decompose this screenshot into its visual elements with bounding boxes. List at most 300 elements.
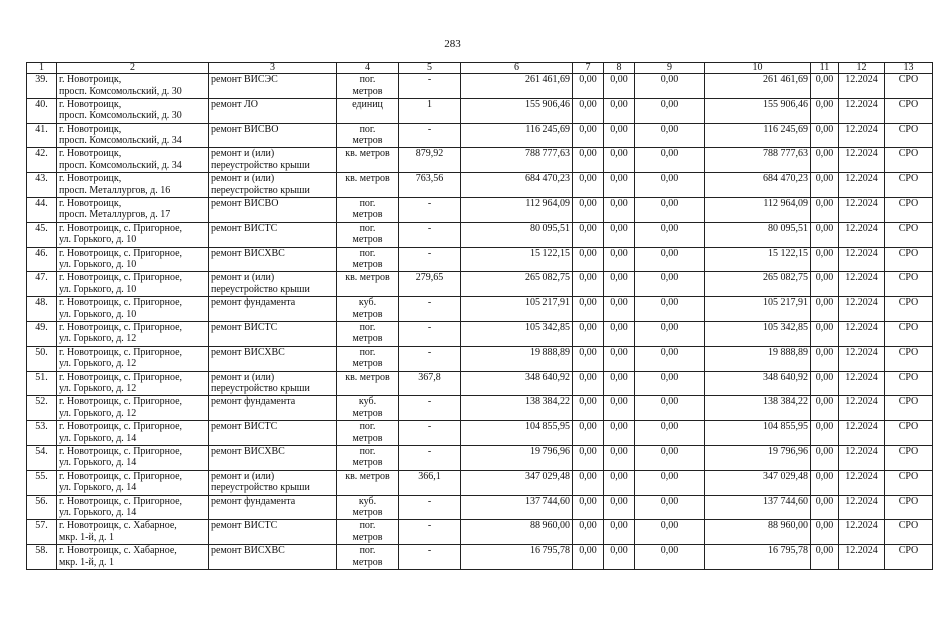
value-line: 0,00: [660, 470, 679, 482]
quantity-line: -: [427, 247, 432, 259]
value-cell: [811, 495, 839, 520]
source-cell: [885, 197, 933, 222]
value-line: 0,00: [815, 173, 834, 185]
address-cell: [57, 197, 209, 222]
value-line: 0,00: [660, 197, 679, 209]
row-number-line: 51.: [35, 371, 48, 383]
unit-line: пог.: [359, 74, 376, 85]
value-line: 0,00: [660, 545, 679, 557]
source-line: СРО: [898, 445, 919, 457]
unit-cell: [337, 197, 399, 222]
value-cell: [635, 396, 705, 421]
column-header: 13: [885, 63, 933, 74]
total-cost-line: 104 855,95: [525, 421, 570, 433]
unit-line: метров: [352, 531, 383, 543]
value-cell: [635, 321, 705, 346]
work-type-cell: [209, 520, 337, 545]
value-line: 0,00: [815, 520, 834, 532]
table-row: [27, 470, 933, 495]
value-cell: [573, 74, 604, 99]
value-cell: [573, 321, 604, 346]
value-line: 0,00: [815, 297, 834, 309]
row-number-cell: [27, 197, 57, 222]
source-line: СРО: [898, 98, 919, 110]
value-cell: [635, 272, 705, 297]
row-number-cell: [27, 495, 57, 520]
quantity-line: -: [427, 421, 432, 433]
value-cell: [573, 297, 604, 322]
row-number-cell: [27, 247, 57, 272]
address-line: г. Новотроицк, с. Пригорное,: [59, 495, 183, 507]
unit-line: метров: [352, 209, 383, 221]
value-cell: [811, 396, 839, 421]
total-cost-cell: [461, 98, 573, 123]
unit-line: пог.: [359, 247, 376, 259]
value-cell: [604, 371, 635, 396]
unit-line: метров: [352, 432, 383, 444]
row-number-cell: [27, 470, 57, 495]
row-number-cell: [27, 297, 57, 322]
work-type-line: ремонт ВИСЭС: [211, 74, 278, 85]
column-header: 11: [811, 63, 839, 74]
value-line: 0,00: [610, 173, 628, 185]
value-cell: [811, 346, 839, 371]
source-line: СРО: [898, 173, 919, 185]
unit-line: метров: [352, 407, 383, 419]
value-line: 0,00: [610, 470, 628, 482]
value-cell: [635, 123, 705, 148]
source-line: СРО: [898, 197, 919, 209]
address-cell: [57, 520, 209, 545]
total-cost-cell: [461, 197, 573, 222]
value-cell: [604, 148, 635, 173]
address-line: г. Новотроицк, с. Пригорное,: [59, 396, 183, 408]
unit-cell: [337, 346, 399, 371]
value-line: 0,00: [610, 247, 628, 259]
value-cell: [573, 222, 604, 247]
value-cell: [635, 247, 705, 272]
table-row: [27, 74, 933, 99]
total-cost-line: 15 122,15: [530, 247, 570, 259]
value-cell: [573, 371, 604, 396]
value-line: 0,00: [815, 247, 834, 259]
work-type-cell: [209, 197, 337, 222]
address-line: г. Новотроицк,: [59, 173, 122, 185]
total-cost-line: 137 744,60: [525, 495, 570, 507]
work-type-line: переустройство крыши: [211, 159, 310, 171]
table-row: [27, 148, 933, 173]
page-number: 283: [444, 38, 461, 50]
address-line: г. Новотроицк, с. Пригорное,: [59, 346, 183, 358]
value-cell: [635, 495, 705, 520]
deadline-cell: [839, 123, 885, 148]
quantity-cell: [399, 197, 461, 222]
value-line: 0,00: [579, 396, 597, 408]
address-line: г. Новотроицк, с. Хабарное,: [59, 520, 177, 532]
fund-cost-cell: [705, 371, 811, 396]
fund-cost-line: 788 777,63: [763, 148, 808, 160]
address-line: просп. Комсомольский, д. 30: [59, 85, 182, 97]
work-type-line: ремонт фундамента: [211, 297, 296, 309]
unit-line: метров: [352, 358, 383, 370]
deadline-line: 12.2024: [845, 173, 878, 185]
work-type-line: переустройство крыши: [211, 482, 310, 494]
fund-cost-line: 138 384,22: [763, 396, 808, 408]
value-cell: [604, 272, 635, 297]
row-number-cell: [27, 545, 57, 570]
quantity-cell: [399, 272, 461, 297]
quantity-cell: [399, 470, 461, 495]
column-header: 10: [705, 63, 811, 74]
work-type-cell: [209, 545, 337, 570]
unit-line: куб.: [358, 495, 377, 507]
work-type-line: ремонт ВИСТС: [211, 222, 278, 234]
quantity-line: -: [427, 495, 432, 507]
value-line: 0,00: [579, 371, 597, 383]
unit-line: пог.: [359, 123, 376, 135]
address-line: г. Новотроицк, с. Пригорное,: [59, 470, 183, 482]
row-number-line: 58.: [35, 545, 48, 557]
quantity-line: 1: [427, 98, 432, 110]
total-cost-cell: [461, 247, 573, 272]
fund-cost-line: 137 744,60: [763, 495, 808, 507]
value-line: 0,00: [610, 123, 628, 135]
unit-line: метров: [352, 457, 383, 469]
deadline-cell: [839, 98, 885, 123]
address-line: г. Новотроицк, с. Пригорное,: [59, 222, 183, 234]
total-cost-cell: [461, 520, 573, 545]
value-cell: [811, 545, 839, 570]
deadline-cell: [839, 247, 885, 272]
unit-cell: [337, 74, 399, 99]
quantity-line: -: [427, 520, 432, 532]
value-line: 0,00: [579, 470, 597, 482]
unit-cell: [337, 272, 399, 297]
source-cell: [885, 98, 933, 123]
value-line: 0,00: [660, 421, 679, 433]
unit-line: единиц: [352, 98, 383, 110]
fund-cost-line: 265 082,75: [763, 272, 808, 284]
value-cell: [635, 222, 705, 247]
value-cell: [635, 173, 705, 198]
work-type-line: переустройство крыши: [211, 184, 310, 196]
total-cost-line: 80 095,51: [530, 222, 570, 234]
value-line: 0,00: [610, 520, 628, 532]
unit-line: куб.: [358, 396, 377, 408]
address-line: г. Новотроицк, с. Хабарное,: [59, 545, 177, 557]
value-cell: [573, 495, 604, 520]
value-cell: [573, 520, 604, 545]
source-cell: [885, 470, 933, 495]
value-cell: [604, 445, 635, 470]
value-cell: [811, 222, 839, 247]
value-line: 0,00: [660, 173, 679, 185]
value-line: 0,00: [610, 297, 628, 309]
total-cost-line: 684 470,23: [525, 173, 570, 185]
value-line: 0,00: [579, 495, 597, 507]
quantity-line: -: [427, 74, 432, 85]
fund-cost-cell: [705, 346, 811, 371]
value-cell: [811, 173, 839, 198]
address-line: мкр. 1-й, д. 1: [59, 531, 114, 543]
value-cell: [635, 197, 705, 222]
value-cell: [635, 346, 705, 371]
quantity-cell: [399, 520, 461, 545]
quantity-line: 367,8: [418, 371, 441, 383]
deadline-line: 12.2024: [845, 197, 878, 209]
value-line: 0,00: [610, 421, 628, 433]
unit-cell: [337, 98, 399, 123]
quantity-line: -: [427, 222, 432, 234]
fund-cost-cell: [705, 148, 811, 173]
value-cell: [604, 98, 635, 123]
total-cost-line: 138 384,22: [525, 396, 570, 408]
fund-cost-line: 112 964,09: [763, 197, 808, 209]
quantity-line: 279,65: [415, 272, 444, 284]
row-number-line: 47.: [35, 272, 48, 284]
quantity-cell: [399, 297, 461, 322]
address-cell: [57, 148, 209, 173]
source-line: СРО: [898, 297, 919, 309]
value-line: 0,00: [579, 222, 597, 234]
value-cell: [604, 545, 635, 570]
total-cost-cell: [461, 173, 573, 198]
deadline-cell: [839, 74, 885, 99]
address-cell: [57, 470, 209, 495]
value-line: 0,00: [579, 297, 597, 309]
column-header: 3: [209, 63, 337, 74]
unit-line: пог.: [359, 445, 376, 457]
source-cell: [885, 495, 933, 520]
address-cell: [57, 98, 209, 123]
deadline-cell: [839, 421, 885, 446]
table-row: [27, 495, 933, 520]
work-type-line: ремонт ВИСХВС: [211, 247, 285, 259]
column-header: 5: [399, 63, 461, 74]
source-cell: [885, 123, 933, 148]
work-type-line: ремонт ВИСХВС: [211, 545, 285, 557]
value-cell: [573, 396, 604, 421]
address-line: ул. Горького, д. 10: [59, 308, 137, 320]
value-cell: [811, 148, 839, 173]
value-line: 0,00: [815, 197, 834, 209]
row-number-line: 57.: [35, 520, 48, 532]
table-row: [27, 98, 933, 123]
deadline-line: 12.2024: [845, 421, 878, 433]
address-line: г. Новотроицк,: [59, 123, 122, 135]
column-header: 4: [337, 63, 399, 74]
address-cell: [57, 173, 209, 198]
total-cost-line: 347 029,48: [525, 470, 570, 482]
deadline-cell: [839, 470, 885, 495]
value-line: 0,00: [579, 247, 597, 259]
row-number-line: 52.: [35, 396, 48, 408]
total-cost-cell: [461, 222, 573, 247]
address-line: просп. Металлургов, д. 17: [59, 209, 171, 221]
work-type-line: ремонт ВИСТС: [211, 421, 278, 433]
source-line: СРО: [898, 470, 919, 482]
deadline-cell: [839, 346, 885, 371]
work-type-line: ремонт фундамента: [211, 396, 296, 408]
quantity-line: 366,1: [418, 470, 441, 482]
table-row: [27, 222, 933, 247]
fund-cost-line: 19 796,96: [768, 445, 808, 457]
unit-line: метров: [352, 135, 383, 147]
quantity-cell: [399, 123, 461, 148]
unit-line: пог.: [359, 346, 376, 358]
unit-line: пог.: [359, 197, 376, 209]
work-type-cell: [209, 148, 337, 173]
value-cell: [604, 222, 635, 247]
total-cost-cell: [461, 545, 573, 570]
address-cell: [57, 123, 209, 148]
unit-line: кв. метров: [345, 148, 390, 160]
source-cell: [885, 74, 933, 99]
value-cell: [573, 123, 604, 148]
source-cell: [885, 297, 933, 322]
unit-line: метров: [352, 333, 383, 345]
value-cell: [811, 371, 839, 396]
deadline-line: 12.2024: [845, 371, 878, 383]
value-cell: [573, 98, 604, 123]
value-cell: [573, 346, 604, 371]
total-cost-cell: [461, 74, 573, 99]
fund-cost-line: 80 095,51: [768, 222, 808, 234]
value-line: 0,00: [579, 321, 597, 333]
total-cost-line: 105 342,85: [525, 321, 570, 333]
value-cell: [573, 545, 604, 570]
unit-cell: [337, 173, 399, 198]
deadline-line: 12.2024: [845, 445, 878, 457]
fund-cost-cell: [705, 297, 811, 322]
quantity-cell: [399, 222, 461, 247]
row-number-line: 46.: [35, 247, 48, 259]
value-line: 0,00: [610, 346, 628, 358]
address-cell: [57, 445, 209, 470]
total-cost-line: 265 082,75: [525, 272, 570, 284]
work-type-line: ремонт и (или): [211, 470, 275, 482]
address-cell: [57, 346, 209, 371]
unit-cell: [337, 148, 399, 173]
unit-line: кв. метров: [345, 470, 390, 482]
deadline-line: 12.2024: [845, 272, 878, 284]
work-type-line: ремонт ВИСВО: [211, 123, 279, 135]
value-cell: [604, 346, 635, 371]
row-number-cell: [27, 520, 57, 545]
value-line: 0,00: [660, 148, 679, 160]
work-type-cell: [209, 74, 337, 99]
quantity-cell: [399, 495, 461, 520]
row-number-cell: [27, 321, 57, 346]
value-cell: [573, 197, 604, 222]
value-line: 0,00: [815, 321, 834, 333]
unit-line: метров: [352, 308, 383, 320]
value-line: 0,00: [815, 123, 834, 135]
row-number-cell: [27, 222, 57, 247]
source-cell: [885, 222, 933, 247]
quantity-cell: [399, 247, 461, 272]
value-cell: [635, 421, 705, 446]
value-line: 0,00: [610, 495, 628, 507]
table-row: [27, 520, 933, 545]
column-header: 6: [461, 63, 573, 74]
value-line: 0,00: [660, 396, 679, 408]
unit-line: метров: [352, 556, 383, 568]
quantity-cell: [399, 173, 461, 198]
fund-cost-cell: [705, 396, 811, 421]
total-cost-cell: [461, 297, 573, 322]
deadline-cell: [839, 371, 885, 396]
source-line: СРО: [898, 396, 919, 408]
fund-cost-cell: [705, 321, 811, 346]
total-cost-cell: [461, 445, 573, 470]
row-number-line: 49.: [35, 321, 48, 333]
work-type-cell: [209, 321, 337, 346]
total-cost-line: 116 245,69: [525, 123, 570, 135]
table-row: [27, 173, 933, 198]
fund-cost-line: 16 795,78: [768, 545, 808, 557]
fund-cost-line: 684 470,23: [763, 173, 808, 185]
unit-cell: [337, 421, 399, 446]
table-row: [27, 197, 933, 222]
value-line: 0,00: [815, 98, 834, 110]
value-cell: [604, 470, 635, 495]
value-line: 0,00: [579, 123, 597, 135]
row-number-line: 54.: [35, 445, 48, 457]
deadline-line: 12.2024: [845, 520, 878, 532]
column-header: 1: [27, 63, 57, 74]
work-type-line: ремонт и (или): [211, 371, 275, 383]
unit-line: метров: [352, 259, 383, 271]
address-cell: [57, 222, 209, 247]
deadline-line: 12.2024: [845, 545, 878, 557]
fund-cost-cell: [705, 520, 811, 545]
value-line: 0,00: [579, 197, 597, 209]
fund-cost-cell: [705, 222, 811, 247]
fund-cost-cell: [705, 173, 811, 198]
work-type-line: ремонт и (или): [211, 173, 275, 185]
value-line: 0,00: [579, 74, 597, 85]
deadline-line: 12.2024: [845, 470, 878, 482]
value-cell: [604, 173, 635, 198]
work-type-cell: [209, 396, 337, 421]
deadline-cell: [839, 272, 885, 297]
fund-cost-line: 348 640,92: [763, 371, 808, 383]
row-number-cell: [27, 272, 57, 297]
work-type-line: ремонт ВИСТС: [211, 321, 278, 333]
value-line: 0,00: [815, 445, 834, 457]
total-cost-line: 19 888,89: [530, 346, 570, 358]
work-type-cell: [209, 247, 337, 272]
value-cell: [573, 421, 604, 446]
work-type-cell: [209, 346, 337, 371]
address-line: просп. Комсомольский, д. 34: [59, 159, 182, 171]
row-number-cell: [27, 421, 57, 446]
address-cell: [57, 545, 209, 570]
address-line: г. Новотроицк, с. Пригорное,: [59, 297, 183, 309]
row-number-line: 55.: [35, 470, 48, 482]
value-line: 0,00: [579, 346, 597, 358]
quantity-cell: [399, 346, 461, 371]
value-line: 0,00: [815, 396, 834, 408]
column-header: 2: [57, 63, 209, 74]
work-type-line: переустройство крыши: [211, 383, 310, 395]
value-cell: [604, 421, 635, 446]
fund-cost-cell: [705, 495, 811, 520]
table-row: [27, 346, 933, 371]
address-line: ул. Горького, д. 12: [59, 333, 137, 345]
value-cell: [573, 148, 604, 173]
